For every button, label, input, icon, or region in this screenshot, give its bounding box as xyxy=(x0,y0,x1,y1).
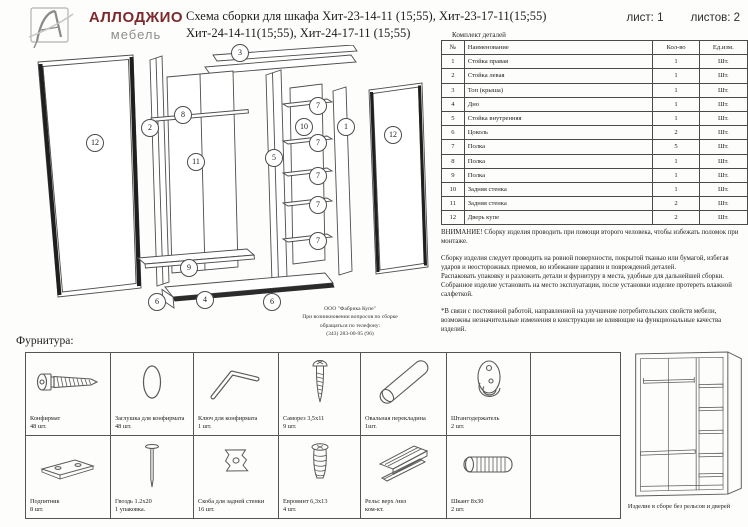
hardware-item-qty: 48 шт. xyxy=(115,422,132,430)
diagram-callout: 12 xyxy=(86,134,104,152)
hardware-item-qty: 2 шт. xyxy=(451,422,465,430)
rod-holder-icon xyxy=(447,356,530,408)
page-title-line2: Хит-24-14-11(15;55), Хит-24-17-11 (15;55) xyxy=(186,25,411,40)
sheet-info xyxy=(627,12,740,24)
diagram-callout: 11 xyxy=(187,153,205,171)
table-row: 10 Задняя стенка 1 Шт. xyxy=(442,182,748,196)
hardware-item-qty: ком-кт. xyxy=(365,505,384,513)
diagram-callout: 3 xyxy=(231,44,249,62)
back-panel-bracket-icon xyxy=(194,439,278,491)
table-row: 7 Полка 5 Шт. xyxy=(442,140,748,154)
hardware-cell-nail xyxy=(111,436,194,519)
brand-name: АЛЛОДЖИО xyxy=(88,9,184,26)
assembled-wardrobe-caption: Изделие в сборе без рельсов и дверей xyxy=(627,503,731,510)
hardware-item-name: Овальная перекладина xyxy=(365,414,426,422)
hardware-item-name: Штангодержатель xyxy=(451,414,500,422)
manufacturer-line: При возникновении вопросов по сборке xyxy=(302,314,398,321)
brand-block xyxy=(80,9,192,42)
hardware-item-name: Подпятник xyxy=(30,497,60,505)
diagram-callout: 5 xyxy=(265,149,283,167)
col-number: № xyxy=(442,41,465,55)
diagram-callout: 2 xyxy=(141,119,159,137)
diagram-callout: 9 xyxy=(180,259,198,277)
diagram-callout: 6 xyxy=(148,293,166,311)
hardware-item-qty: 1шт. xyxy=(365,422,377,430)
hardware-cell-confirmat xyxy=(26,353,111,436)
note-paragraph: Распаковать упаковку и разложить детали и фурнитуру в места, удобные для дальнейшей сборки. xyxy=(441,272,724,280)
manufacturer-name: ООО "Фабрика Купе" xyxy=(324,306,376,312)
diagram-callout: 7 xyxy=(309,167,327,185)
table-row: 8 Полка 1 Шт. xyxy=(442,154,748,168)
parts-table xyxy=(441,40,748,225)
dowel-icon xyxy=(447,439,530,491)
sheets-total: листов: 2 xyxy=(690,12,740,24)
diagram-callout: 10 xyxy=(295,118,313,136)
hardware-item-qty: 48 шт. xyxy=(30,422,47,430)
note-paragraph: *В связи с постоянной работой, направленной на улучшение потребительских свойств мебели, возможны незначительные изменения в конструкции не влияющие на функциональные качества изделий. xyxy=(441,307,722,333)
hardware-item-qty: 16 шт. xyxy=(198,505,215,513)
hardware-item-name: Евровинт 6,3х13 xyxy=(283,497,328,505)
hardware-item-name: Заглушка для конфирмата xyxy=(115,414,185,422)
hardware-cell-ovalrod xyxy=(361,353,447,436)
diagram-callout: 1 xyxy=(337,118,355,136)
brand-logo-icon xyxy=(28,6,74,50)
brand-subtitle: мебель xyxy=(110,27,162,42)
hardware-cell-hexkey xyxy=(194,353,279,436)
hardware-item-qty: 9 шт. xyxy=(283,422,297,430)
hardware-item-name: Гвоздь 1.2х20 xyxy=(115,497,152,505)
hardware-item-qty: 1 упаковка. xyxy=(115,505,146,513)
diagram-callout: 7 xyxy=(309,134,327,152)
hardware-item-name: Ключ для конфирмата xyxy=(198,414,258,422)
confirmat-cap-icon xyxy=(111,356,193,408)
manufacturer-line: обращаться по телефону: xyxy=(319,322,381,329)
col-name: Наименование xyxy=(464,41,653,55)
col-qty: Кол-во xyxy=(653,41,699,55)
parts-table-title: Комплект деталей xyxy=(452,31,506,39)
warning-text: ВНИМАНИЕ! Сборку изделия проводить при помощи второго человека, чтобы избежать поломок при монтаже. xyxy=(441,229,739,245)
hardware-cell-screw xyxy=(279,353,361,436)
page-title-line1: Схема сборки для шкафа Хит-23-14-11 (15;55), Хит-23-17-11(15;55) xyxy=(186,9,547,23)
table-row: 6 Цоколь 2 Шт. xyxy=(442,126,748,140)
table-row: 2 Стойка левая 1 Шт. xyxy=(442,69,748,83)
hardware-item-name: Конфирмат xyxy=(30,414,61,422)
table-row: 1 Стойка правая 1 Шт. xyxy=(442,55,748,69)
hardware-cell-rodholder xyxy=(447,353,531,436)
table-row: 5 Стойка внутренняя 1 Шт. xyxy=(442,111,748,125)
rail-icon xyxy=(361,439,446,491)
diagram-callout: 7 xyxy=(309,97,327,115)
col-unit: Ед.изм. xyxy=(699,41,747,55)
hardware-grid xyxy=(25,352,621,519)
manufacturer-phone: (343) 283-00-95 (96) xyxy=(326,331,374,338)
nail-icon xyxy=(111,439,193,491)
hardware-item-qty: 2 шт. xyxy=(451,505,465,513)
parts-table-header xyxy=(442,41,748,55)
exploded-view-diagram xyxy=(15,45,435,345)
note-paragraph: Сборку изделия следует проводить на ровной поверхности, покрытой тканью или бумагой, избегая ударов и неосторожных приемов, во избежание царапин и повреждений деталей. xyxy=(441,254,729,271)
table-row: 3 Топ (крыша) 1 Шт. xyxy=(442,83,748,97)
table-row: 12 Дверь купе 2 Шт. xyxy=(442,211,748,225)
exploded-view-drawing xyxy=(15,45,435,345)
confirmat-screw-icon xyxy=(26,356,110,408)
hardware-cell-euroscrew xyxy=(279,436,361,519)
assembly-notes xyxy=(441,229,744,335)
hardware-item-name: Шкант 8х30 xyxy=(451,497,484,505)
diagram-callout: 4 xyxy=(196,291,214,309)
hardware-item-qty: 8 шт. xyxy=(30,505,44,513)
diagram-callout: 8 xyxy=(174,106,192,124)
diagram-callout: 6 xyxy=(263,293,281,311)
hardware-section-title: Фурнитура: xyxy=(16,335,74,347)
hardware-item-qty: 4 шт. xyxy=(283,505,297,513)
manufacturer-note xyxy=(252,305,448,339)
screw-icon xyxy=(279,356,360,408)
hardware-cell-dowel xyxy=(447,436,531,519)
hardware-cell-empty xyxy=(531,436,621,519)
table-row: 11 Задняя стенка 2 Шт. xyxy=(442,197,748,211)
hardware-item-name: Рельс верх /низ xyxy=(365,497,407,505)
hardware-item-name: Скоба для задней стенки xyxy=(198,497,265,505)
table-row: 9 Полка 1 Шт. xyxy=(442,168,748,182)
table-row: 4 Дно 1 Шт. xyxy=(442,97,748,111)
diagram-callout: 7 xyxy=(309,196,327,214)
sheet-number: лист: 1 xyxy=(626,12,664,24)
assembled-wardrobe-drawing xyxy=(628,346,748,507)
hardware-item-qty: 1 шт. xyxy=(198,422,212,430)
diagram-callout: 7 xyxy=(309,232,327,250)
euro-screw-icon xyxy=(279,439,360,491)
hardware-cell-rail xyxy=(361,436,447,519)
hardware-cell-cap xyxy=(111,353,194,436)
hardware-item-name: Саморез 3,5х11 xyxy=(283,414,325,422)
hardware-cell-footpad xyxy=(26,436,111,519)
hardware-cell-bracket xyxy=(194,436,279,519)
foot-pad-icon xyxy=(26,439,110,491)
note-paragraph: Собранное изделие установить на место эксплуатации, после установки изделие протереть влажной салфеткой. xyxy=(441,281,732,298)
parts-table-body xyxy=(442,55,748,225)
hex-key-icon xyxy=(194,356,278,408)
hardware-cell-empty xyxy=(531,353,621,436)
diagram-callout: 12 xyxy=(384,126,402,144)
oval-rod-icon xyxy=(361,356,446,408)
